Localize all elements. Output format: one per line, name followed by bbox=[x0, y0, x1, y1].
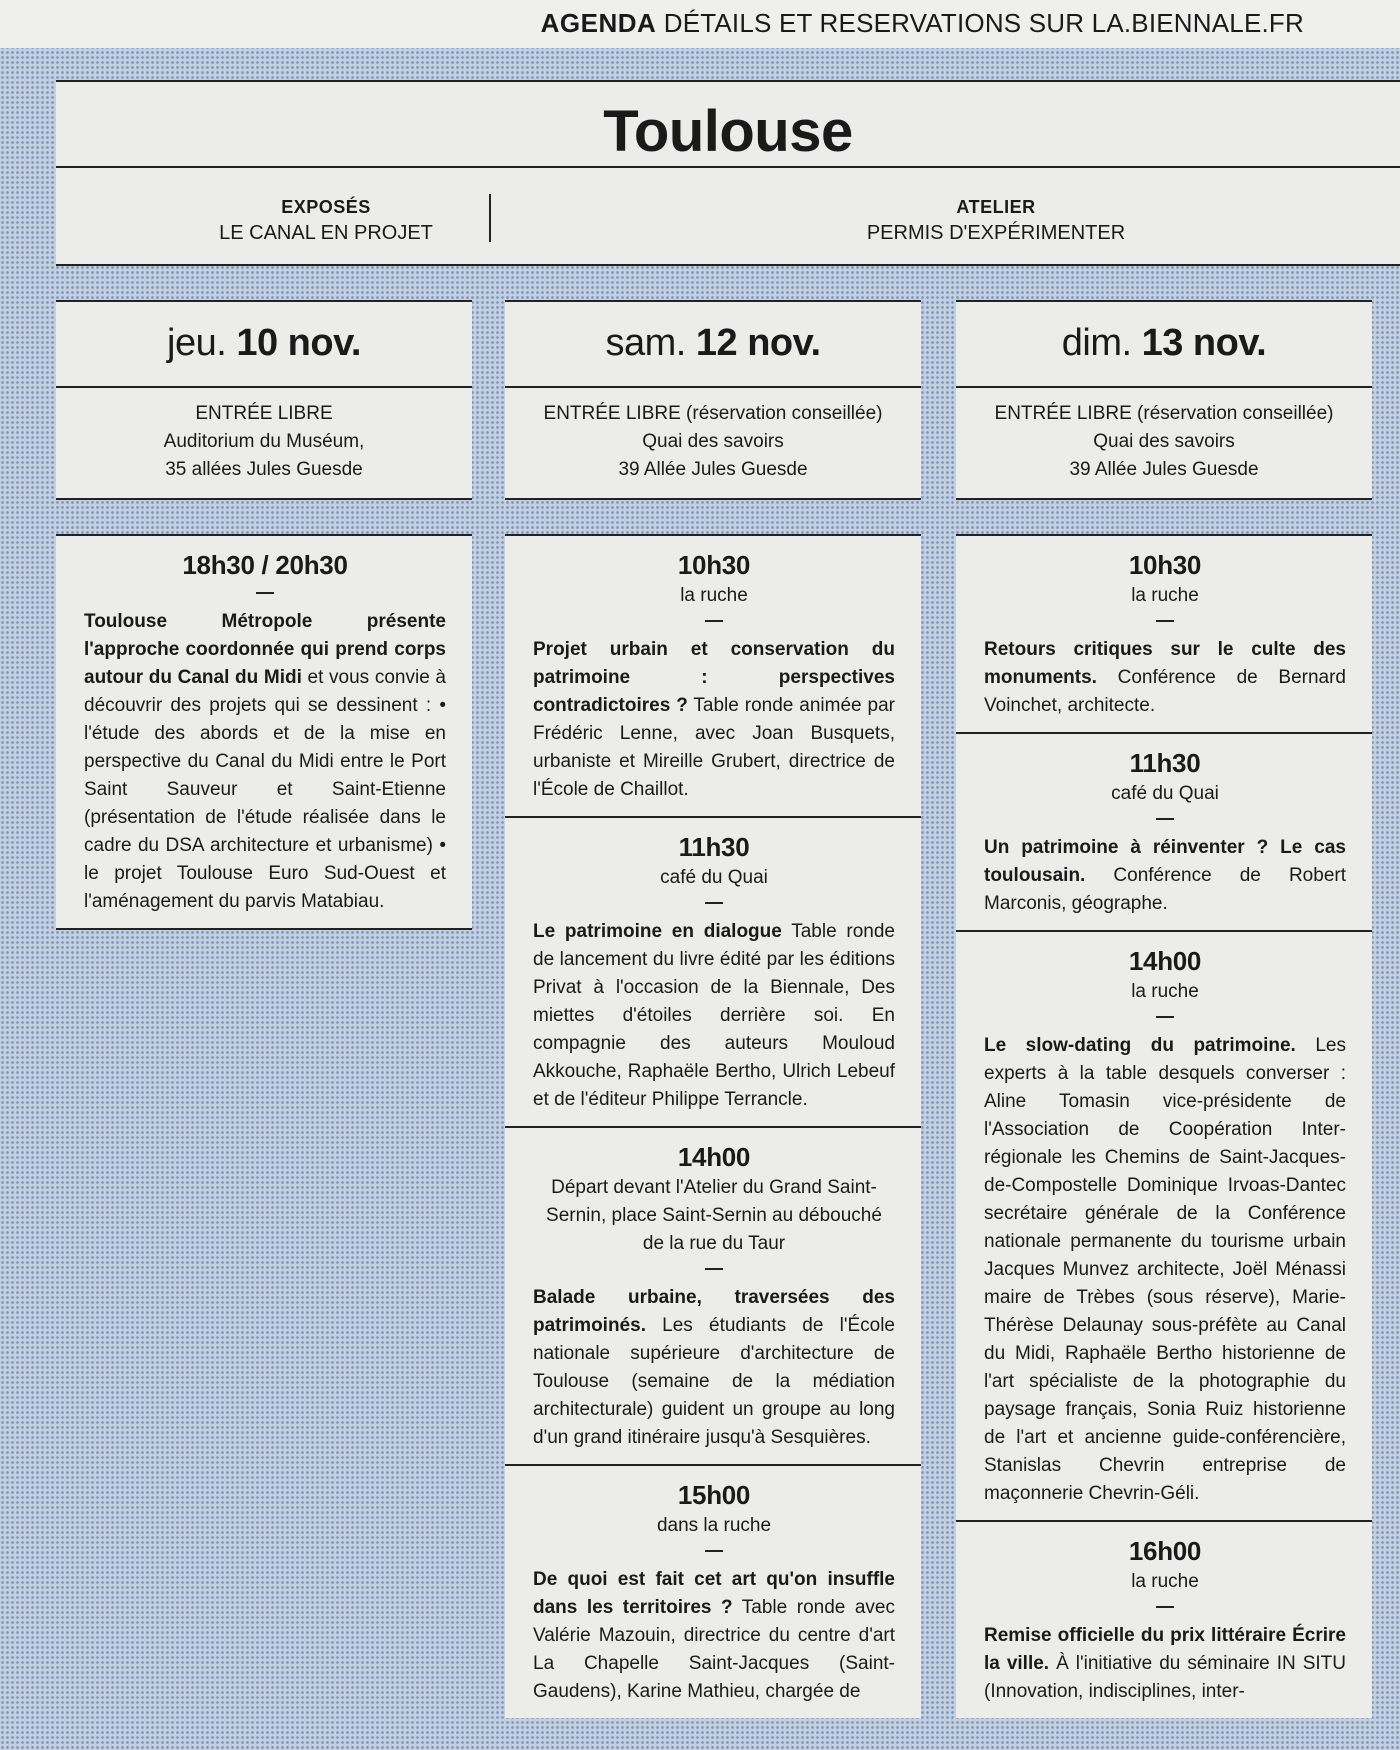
venue-address: 39 Allée Jules Guesde bbox=[618, 459, 808, 480]
event-dash bbox=[705, 902, 723, 904]
event-dash bbox=[705, 620, 723, 622]
event-title: Un patrimoine à réinventer ? Le cas toulousain. bbox=[984, 837, 1346, 886]
day-venue bbox=[505, 400, 921, 484]
event-dash bbox=[1156, 1606, 1174, 1608]
event-place: la ruche bbox=[1131, 1571, 1199, 1592]
event-description bbox=[533, 918, 895, 1114]
event-item bbox=[505, 1126, 921, 1464]
entry-label: ENTRÉE LIBRE (réservation conseillée) bbox=[543, 403, 883, 424]
day-title bbox=[56, 322, 472, 365]
masthead bbox=[0, 0, 1400, 48]
day-divider bbox=[956, 386, 1372, 388]
event-item bbox=[956, 1520, 1372, 1718]
day-title bbox=[956, 322, 1372, 365]
agenda-label: AGENDA bbox=[540, 8, 657, 38]
event-text: Table ronde animée par Frédéric Lenne, avec Joan Busquets, urbaniste et Mireille Grubert, directrice de l'École de Chaillot. bbox=[533, 695, 895, 800]
event-dash bbox=[1156, 620, 1174, 622]
event-place: café du Quai bbox=[1111, 783, 1219, 804]
day-date: 10 nov. bbox=[236, 322, 361, 364]
event-title: Balade urbaine, traversées des patrimoinés. bbox=[533, 1287, 895, 1336]
event-dash bbox=[1156, 1016, 1174, 1018]
day-title bbox=[505, 322, 921, 365]
program-exposes bbox=[156, 194, 496, 246]
day-header-samedi bbox=[505, 300, 921, 500]
event-item bbox=[505, 536, 921, 816]
city-header bbox=[56, 80, 1400, 266]
event-dash bbox=[705, 1550, 723, 1552]
program-separator bbox=[489, 194, 491, 242]
event-title: Toulouse Métropole présente l'approche coordonnée qui prend corps autour du Canal du Midi bbox=[84, 611, 446, 688]
city-title: Toulouse bbox=[603, 99, 853, 164]
event-item bbox=[956, 732, 1372, 930]
events-samedi bbox=[505, 534, 921, 1718]
program-title: PERMIS D'EXPÉRIMENTER bbox=[866, 222, 1126, 244]
event-dash bbox=[1156, 818, 1174, 820]
event-text: Conférence de Bernard Voinchet, architecte. bbox=[984, 667, 1346, 716]
event-title: Le slow-dating du patrimoine. bbox=[984, 1035, 1296, 1056]
venue-name: Auditorium du Muséum, bbox=[163, 431, 365, 452]
event-item bbox=[505, 1464, 921, 1718]
day-venue bbox=[956, 400, 1372, 484]
day-divider bbox=[505, 386, 921, 388]
event-text: Les experts à la table desquels converser : Aline Tomasin vice-présidente de l'Association de Coopération Inter-régionale les Chemins de Saint-Jacques-de-Compostelle Dominique Irvoas-Dantec secrétaire générale de la Conférence nationale permanente du tourisme urbain Jacques Munvez architecte, Joël Ménassi maire de Trèbes (sous réserve), Marie-Thérèse Delaunay sous-préfète au Canal du Midi, Raphaële Bertho historienne de l'art spécialiste de la photographie du paysage français, Sonia Ruiz historienne de l'art et ancienne guide-conférencière, Stanislas Chevrin entreprise de maçonnerie Chevrin-Géli. bbox=[984, 1035, 1346, 1504]
event-title: Retours critiques sur le culte des monuments. bbox=[984, 639, 1346, 688]
event-description bbox=[984, 1622, 1346, 1706]
day-header-jeudi bbox=[56, 300, 472, 500]
program-kind: EXPOSÉS bbox=[281, 197, 371, 217]
event-place: café du Quai bbox=[660, 867, 768, 888]
program-atelier bbox=[796, 194, 1196, 246]
event-description bbox=[84, 608, 446, 916]
event-time: 18h30 / 20h30 bbox=[182, 550, 348, 580]
event-time: 14h00 bbox=[677, 1142, 751, 1172]
event-title: Projet urbain et conservation du patrimoine : perspectives contradictoires ? bbox=[533, 639, 895, 716]
event-time: 14h00 bbox=[1128, 946, 1202, 976]
event-description bbox=[984, 636, 1346, 720]
program-kind: ATELIER bbox=[956, 197, 1036, 217]
event-time: 11h30 bbox=[678, 832, 750, 862]
event-text: Conférence de Robert Marconis, géographe. bbox=[984, 865, 1346, 914]
event-text: Table ronde de lancement du livre édité par les éditions Privat à l'occasion de la Biennale, Des miettes d'étoiles derrière soi. En compagnie des auteurs Mouloud Akkouche, Raphaële Bertho, Ulrich Lebeuf et de l'éditeur Philippe Terrancle. bbox=[533, 921, 895, 1110]
day-weekday: jeu. bbox=[167, 322, 227, 364]
venue-name: Quai des savoirs bbox=[1093, 431, 1235, 452]
event-time: 15h00 bbox=[677, 1480, 751, 1510]
day-venue bbox=[56, 400, 472, 484]
event-text: Les étudiants de l'École nationale supérieure d'architecture de Toulouse (semaine de la médiation architecturale) guident un groupe au long d'un grand itinéraire jusqu'à Sesquières. bbox=[533, 1315, 895, 1448]
event-text: À l'initiative du séminaire IN SITU (Innovation, indisciplines, inter- bbox=[984, 1653, 1346, 1702]
day-date: 13 nov. bbox=[1141, 322, 1267, 364]
event-place: la ruche bbox=[1131, 585, 1199, 606]
event-item bbox=[956, 536, 1372, 732]
event-item bbox=[505, 816, 921, 1126]
agenda-details: DÉTAILS ET RESERVATIONS SUR LA.BIENNALE.FR bbox=[663, 8, 1304, 38]
venue-name: Quai des savoirs bbox=[642, 431, 784, 452]
header-divider bbox=[56, 166, 1400, 168]
event-dash bbox=[705, 1268, 723, 1270]
event-place: Départ devant l'Atelier du Grand Saint-Sernin, place Saint-Sernin au débouché de la rue du Taur bbox=[546, 1177, 882, 1254]
event-text: Table ronde avec Valérie Mazouin, directrice du centre d'art La Chapelle Saint-Jacques (Saint-Gaudens), Karine Mathieu, chargée de bbox=[533, 1597, 895, 1702]
event-title: Remise officielle du prix littéraire Écrire la ville. bbox=[984, 1625, 1346, 1674]
agenda-banner bbox=[541, 8, 1304, 39]
event-place: dans la ruche bbox=[656, 1515, 772, 1536]
event-place: la ruche bbox=[680, 585, 748, 606]
program-title: LE CANAL EN PROJET bbox=[219, 222, 433, 244]
day-weekday: dim. bbox=[1061, 322, 1132, 364]
day-date: 12 nov. bbox=[695, 322, 821, 364]
event-description bbox=[533, 1566, 895, 1706]
event-description bbox=[984, 1032, 1346, 1508]
day-divider bbox=[56, 386, 472, 388]
event-dash bbox=[256, 592, 274, 594]
event-item bbox=[956, 930, 1372, 1520]
venue-address: 35 allées Jules Guesde bbox=[165, 459, 363, 480]
day-weekday: sam. bbox=[605, 322, 686, 364]
event-title: De quoi est fait cet art qu'on insuffle dans les territoires ? bbox=[533, 1569, 895, 1618]
events-dimanche bbox=[956, 534, 1372, 1718]
event-item bbox=[56, 536, 472, 928]
event-title: Le patrimoine en dialogue bbox=[533, 921, 782, 942]
event-description bbox=[533, 636, 895, 804]
event-place: la ruche bbox=[1131, 981, 1199, 1002]
day-header-dimanche bbox=[956, 300, 1372, 500]
event-time: 11h30 bbox=[1129, 748, 1201, 778]
events-jeudi bbox=[56, 534, 472, 930]
venue-address: 39 Allée Jules Guesde bbox=[1069, 459, 1259, 480]
entry-label: ENTRÉE LIBRE (réservation conseillée) bbox=[994, 403, 1334, 424]
entry-label: ENTRÉE LIBRE bbox=[195, 403, 333, 424]
event-description bbox=[533, 1284, 895, 1452]
event-text: et vous convie à découvrir des projets qui se dessinent : • l'étude des abords et de la mise en perspective du Canal du Midi entre le Port Saint Sauveur et Saint-Etienne (présentation de l'étude réalisée dans le cadre du DSA architecture et urbanisme) • le projet Toulouse Euro Sud-Ouest et l'aménagement du parvis Matabiau. bbox=[84, 667, 446, 912]
event-time: 10h30 bbox=[1128, 550, 1202, 580]
event-time: 16h00 bbox=[1128, 1536, 1202, 1566]
event-description bbox=[984, 834, 1346, 918]
event-time: 10h30 bbox=[677, 550, 751, 580]
